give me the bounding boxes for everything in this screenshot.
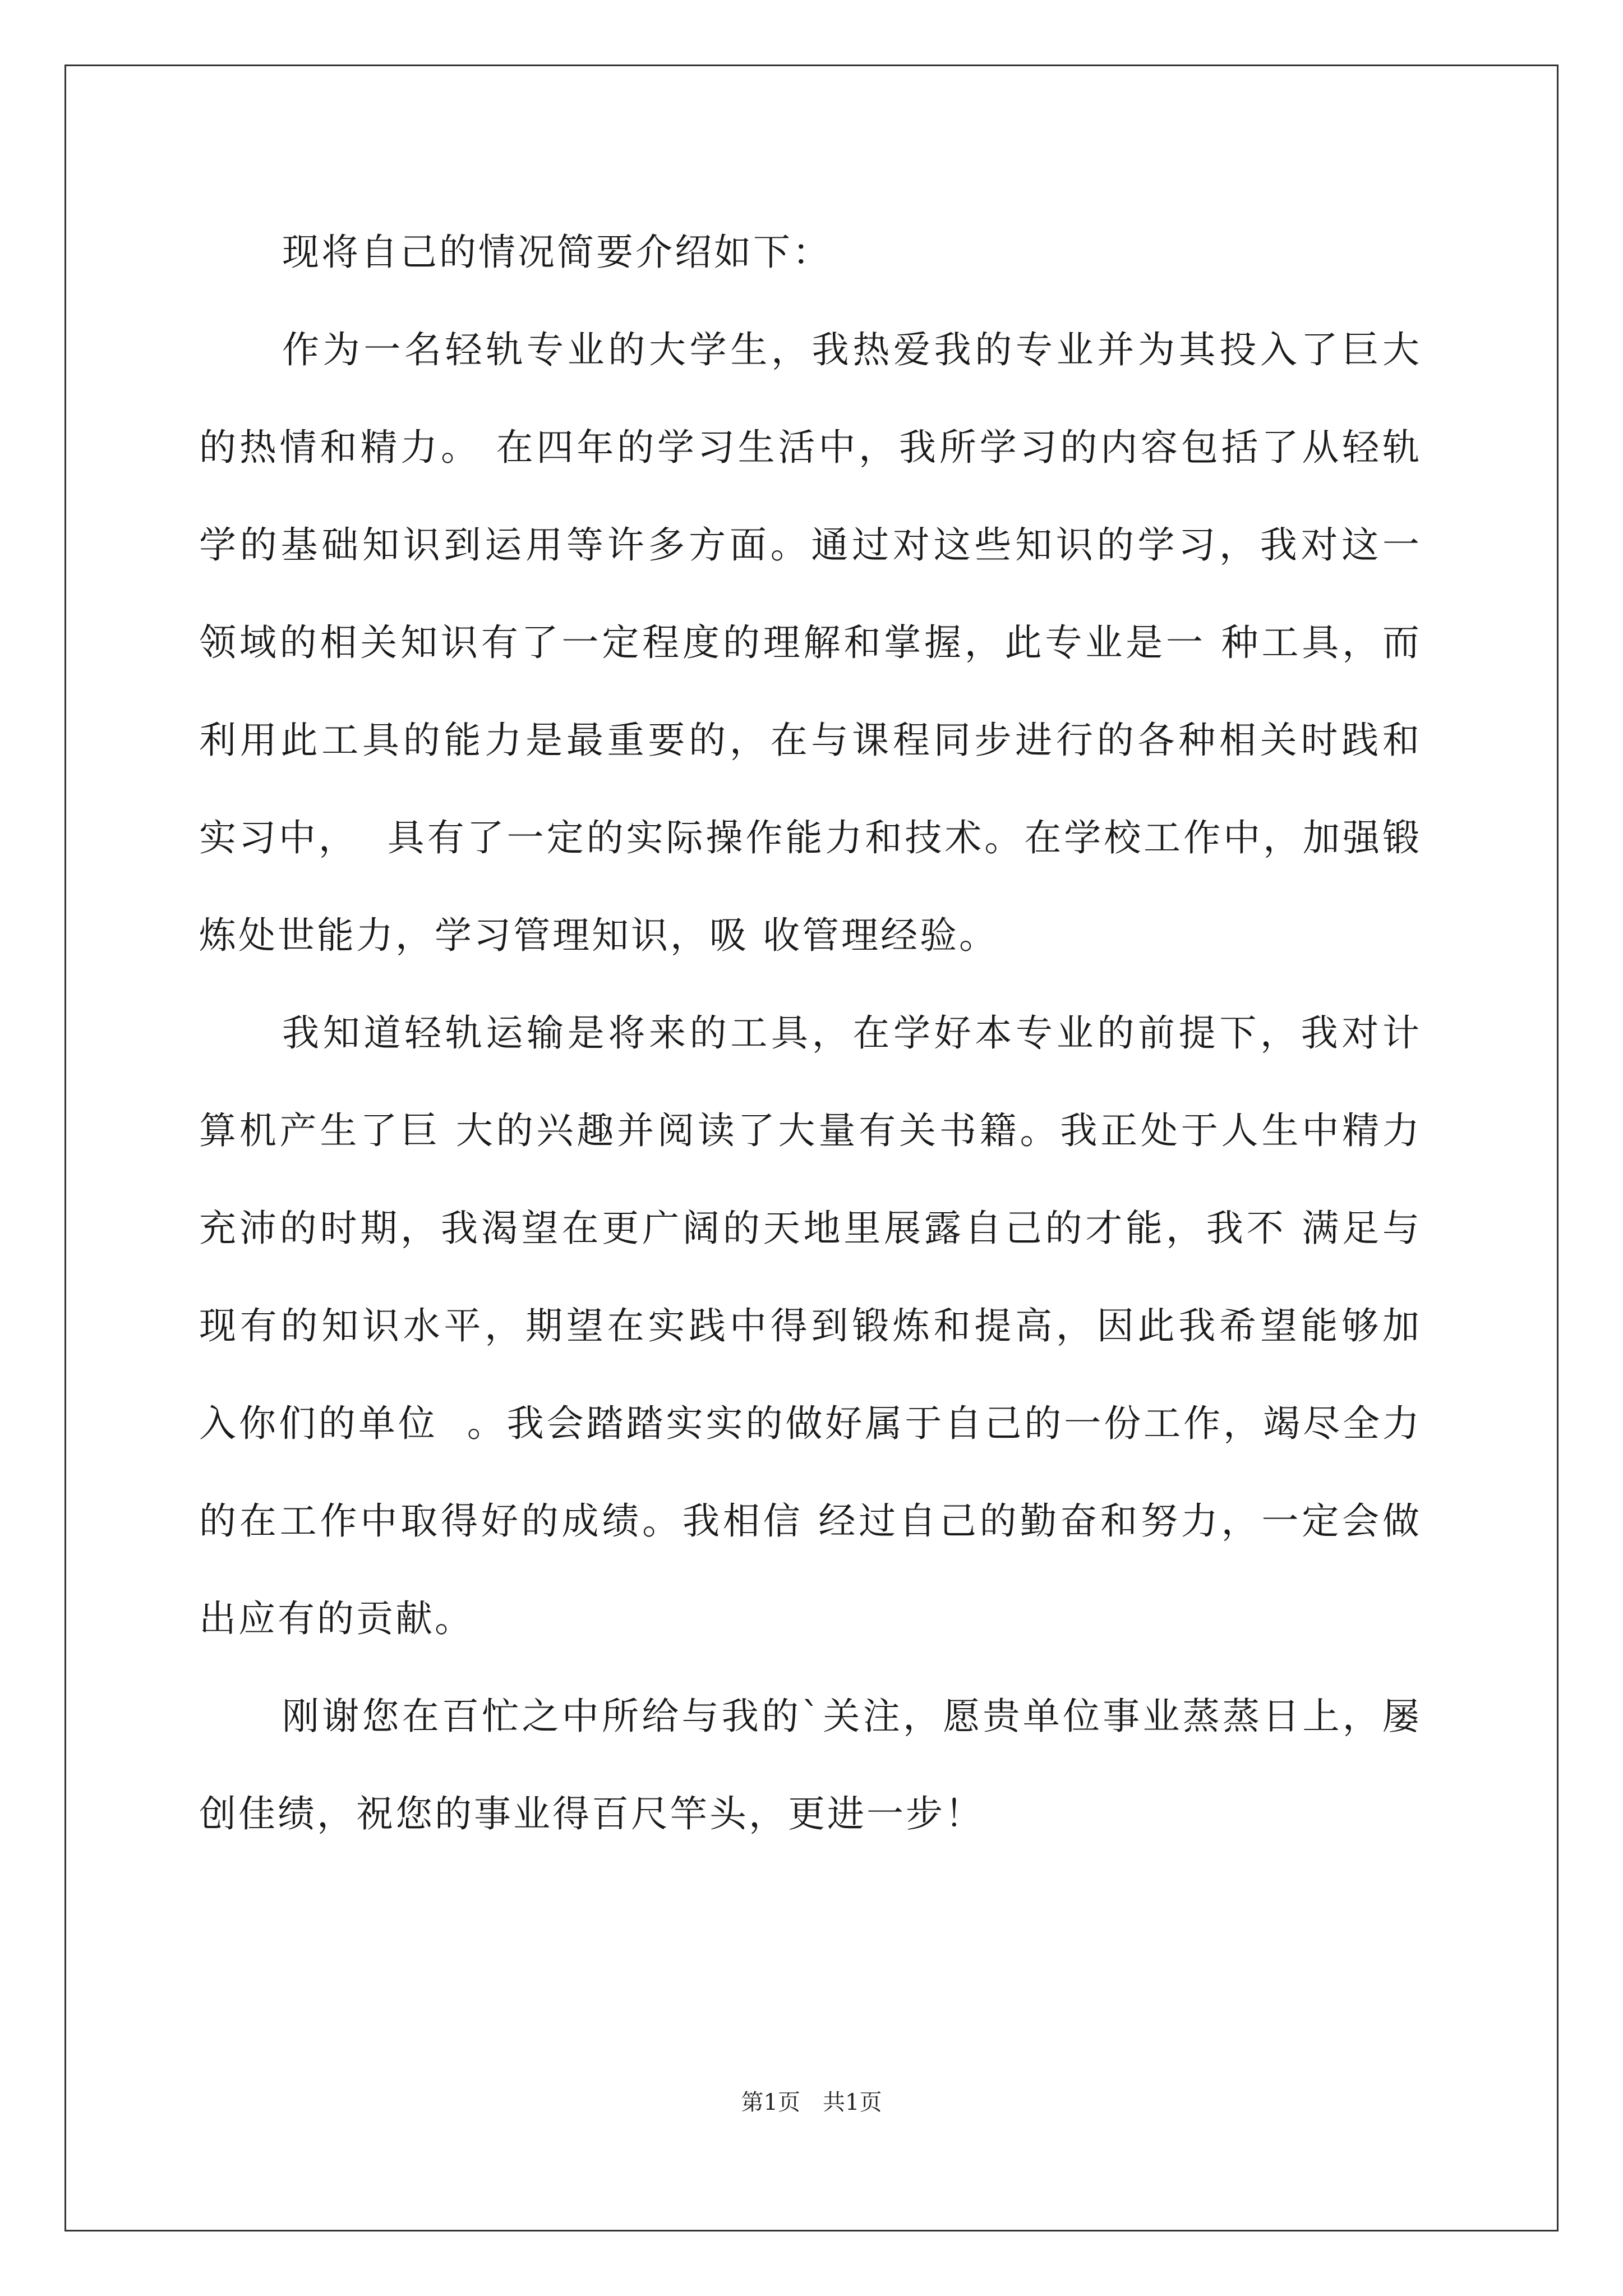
paragraph-line: 现有的知识水平，期望在实践中得到锻炼和提高，因此我希望能够加 xyxy=(199,1304,1422,1347)
paragraph-line: 的在工作中取得好的成绩。我相信 经过自己的勤奋和努力，一定会做 xyxy=(199,1499,1422,1543)
paragraph-line: 创佳绩，祝您的事业得百尺竿头，更进一步！ xyxy=(199,1792,984,1835)
paragraph-line: 利用此工具的能力是最重要的，在与课程同步进行的各种相关时践和 xyxy=(199,719,1422,762)
paragraph-line: 我知道轻轨运输是将来的工具，在学好本专业的前提下，我对计 xyxy=(282,1011,1422,1055)
page-footer xyxy=(0,2090,1623,2115)
document-body xyxy=(199,210,1422,1870)
paragraph-line: 出应有的贡献。 xyxy=(199,1597,474,1640)
paragraph-line: 现将自己的情况简要介绍如下： xyxy=(282,231,832,274)
paragraph-line: 的热情和精力。 在四年的学习生活中，我所学习的内容包括了从轻轨 xyxy=(199,426,1422,469)
paragraph-line: 学的基础知识到运用等许多方面。通过对这些知识的学习，我对这一 xyxy=(199,523,1422,567)
page-total: 共1页 xyxy=(823,2090,882,2115)
paragraph-line: 刚谢您在百忙之中所给与我的`关注，愿贵单位事业蒸蒸日上，屡 xyxy=(282,1695,1422,1738)
paragraph-line: 领域的相关知识有了一定程度的理解和掌握，此专业是一 种工具，而 xyxy=(199,621,1422,664)
paragraph-line: 充沛的时期，我渴望在更广阔的天地里展露自己的才能，我不 满足与 xyxy=(199,1207,1422,1250)
paragraph-line: 入你们的单位 。我会踏踏实实的做好属于自己的一份工作，竭尽全力 xyxy=(199,1402,1422,1445)
paragraph-line: 作为一名轻轨专业的大学生，我热爱我的专业并为其投入了巨大 xyxy=(282,328,1422,371)
paragraph-line: 实习中， 具有了一定的实际操作能力和技术。在学校工作中，加强锻 xyxy=(199,816,1422,859)
page-number: 第1页 xyxy=(741,2090,800,2115)
paragraph-line: 炼处世能力，学习管理知识，吸 收管理经验。 xyxy=(199,914,998,957)
paragraph-line: 算机产生了巨 大的兴趣并阅读了大量有关书籍。我正处于人生中精力 xyxy=(199,1109,1422,1152)
